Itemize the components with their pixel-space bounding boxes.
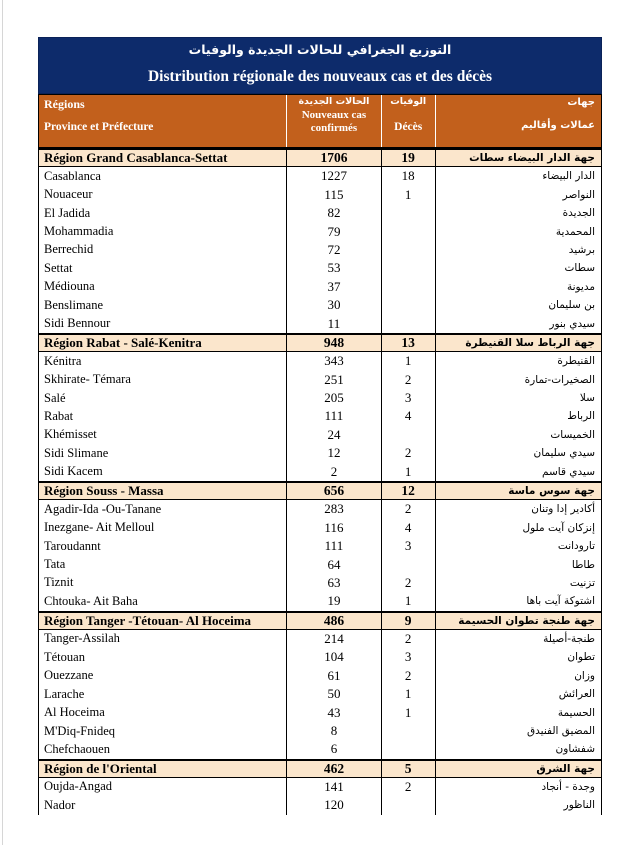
province-deaths bbox=[382, 315, 436, 333]
province-deaths: 4 bbox=[382, 518, 436, 536]
region-cases: 486 bbox=[287, 613, 382, 629]
table-row bbox=[39, 500, 601, 518]
province-cases: 37 bbox=[287, 278, 382, 296]
province-name-ar: الرباط bbox=[567, 410, 595, 423]
table-body bbox=[38, 148, 602, 815]
province-name: Skhirate- Témara bbox=[39, 370, 287, 388]
province-cases: 72 bbox=[287, 241, 382, 259]
province-name: Nador bbox=[39, 796, 287, 814]
region-row bbox=[39, 611, 601, 630]
region-row bbox=[39, 333, 601, 352]
province-name-ar: الخميسات bbox=[550, 428, 595, 441]
province-name-ar: طنجة-أصيلة bbox=[543, 632, 595, 645]
province-name: Khémisset bbox=[39, 426, 287, 444]
province-cases: 111 bbox=[287, 537, 382, 555]
table-row bbox=[39, 778, 601, 796]
province-name-ar: وزان bbox=[574, 669, 595, 682]
province-name-ar: طاطا bbox=[571, 558, 595, 571]
province-cases: 115 bbox=[287, 185, 382, 203]
region-row bbox=[39, 759, 601, 778]
province-deaths: 2 bbox=[382, 667, 436, 685]
header-new-cases-fr: Nouveaux cas confirmés bbox=[301, 109, 367, 134]
province-name: Mohammadia bbox=[39, 222, 287, 240]
province-name-ar: تزنيت bbox=[569, 576, 595, 589]
header-new-cases-ar: الحالات الجديدة bbox=[298, 96, 370, 107]
table-row bbox=[39, 204, 601, 222]
region-name: Région Grand Casablanca-Settat bbox=[39, 150, 287, 166]
province-name-ar: الحسيمة bbox=[557, 706, 595, 719]
province-cases: 8 bbox=[287, 722, 382, 740]
region-deaths: 13 bbox=[382, 335, 436, 351]
province-name: Sidi Kacem bbox=[39, 463, 287, 481]
table-header bbox=[38, 94, 602, 148]
province-cases: 24 bbox=[287, 426, 382, 444]
province-cases: 11 bbox=[287, 315, 382, 333]
province-deaths: 3 bbox=[382, 648, 436, 666]
province-name-ar: الجديدة bbox=[562, 207, 595, 220]
province-name-ar: الدار البيضاء bbox=[542, 170, 595, 183]
province-name: Rabat bbox=[39, 407, 287, 425]
table-row bbox=[39, 518, 601, 536]
region-name-ar: جهة سوس ماسة bbox=[508, 485, 595, 497]
province-name-ar: تطوان bbox=[567, 651, 595, 664]
province-deaths: 2 bbox=[382, 574, 436, 592]
province-deaths: 1 bbox=[382, 352, 436, 370]
province-name: Tanger-Assilah bbox=[39, 630, 287, 648]
region-name-ar: جهة الدار البيضاء سطات bbox=[469, 152, 595, 164]
province-cases: 50 bbox=[287, 685, 382, 703]
header-deaths-fr: Décès bbox=[394, 121, 423, 133]
province-cases: 2 bbox=[287, 463, 382, 481]
header-regions: Régions bbox=[44, 97, 85, 111]
province-name-ar: المحمدية bbox=[555, 225, 595, 238]
province-deaths: 18 bbox=[382, 167, 436, 185]
table-row bbox=[39, 389, 601, 407]
province-name: Salé bbox=[39, 389, 287, 407]
province-deaths bbox=[382, 555, 436, 573]
province-deaths bbox=[382, 722, 436, 740]
header-province: Province et Préfecture bbox=[44, 121, 154, 133]
province-deaths: 2 bbox=[382, 630, 436, 648]
province-cases: 104 bbox=[287, 648, 382, 666]
province-name: Benslimane bbox=[39, 296, 287, 314]
province-cases: 251 bbox=[287, 370, 382, 388]
province-name-ar: سيدي بنور bbox=[549, 317, 595, 330]
table-row bbox=[39, 444, 601, 462]
province-deaths: 2 bbox=[382, 444, 436, 462]
table-row bbox=[39, 703, 601, 721]
province-name: M'Diq-Fnideq bbox=[39, 722, 287, 740]
table-row bbox=[39, 426, 601, 444]
province-name-ar: النواصر bbox=[562, 188, 595, 201]
table-row bbox=[39, 592, 601, 610]
province-deaths bbox=[382, 426, 436, 444]
province-name: Nouaceur bbox=[39, 185, 287, 203]
province-cases: 1227 bbox=[287, 167, 382, 185]
province-name: Agadir-Ida -Ou-Tanane bbox=[39, 500, 287, 518]
province-name: Ouezzane bbox=[39, 667, 287, 685]
province-name: Al Hoceima bbox=[39, 703, 287, 721]
table-row bbox=[39, 241, 601, 259]
province-name: Larache bbox=[39, 685, 287, 703]
province-name-ar: أكادير إدا وتنان bbox=[531, 503, 595, 516]
province-name-ar: برشيد bbox=[568, 243, 595, 256]
table-row bbox=[39, 407, 601, 425]
province-cases: 79 bbox=[287, 222, 382, 240]
table-row bbox=[39, 296, 601, 314]
region-cases: 1706 bbox=[287, 150, 382, 166]
header-province-ar: عمالات وأقاليم bbox=[521, 120, 595, 131]
table-row bbox=[39, 722, 601, 740]
title-arabic: التوزيع الجغرافي للحالات الجديدة والوفيات bbox=[188, 42, 452, 57]
province-name: Médiouna bbox=[39, 278, 287, 296]
province-deaths: 3 bbox=[382, 537, 436, 555]
province-name-ar: القنيطرة bbox=[557, 355, 595, 368]
province-name-ar: سطات bbox=[564, 262, 595, 275]
province-deaths: 1 bbox=[382, 463, 436, 481]
province-cases: 82 bbox=[287, 204, 382, 222]
table-row bbox=[39, 278, 601, 296]
table-row bbox=[39, 630, 601, 648]
region-deaths: 12 bbox=[382, 483, 436, 499]
province-name: Tétouan bbox=[39, 648, 287, 666]
province-name: Chefchaouen bbox=[39, 740, 287, 758]
province-cases: 205 bbox=[287, 389, 382, 407]
province-name: Sidi Slimane bbox=[39, 444, 287, 462]
table-row bbox=[39, 259, 601, 277]
title-french: Distribution régionale des nouveaux cas et des décès bbox=[147, 68, 492, 85]
province-deaths: 3 bbox=[382, 389, 436, 407]
table-row bbox=[39, 667, 601, 685]
province-cases: 53 bbox=[287, 259, 382, 277]
province-deaths: 2 bbox=[382, 370, 436, 388]
region-name: Région de l'Oriental bbox=[39, 761, 287, 777]
province-cases: 61 bbox=[287, 667, 382, 685]
province-cases: 30 bbox=[287, 296, 382, 314]
table-row bbox=[39, 315, 601, 333]
province-cases: 111 bbox=[287, 407, 382, 425]
province-cases: 19 bbox=[287, 592, 382, 610]
province-name-ar: سيدي قاسم bbox=[541, 465, 595, 478]
table-row bbox=[39, 537, 601, 555]
province-name-ar: الناظور bbox=[563, 799, 595, 812]
province-cases: 283 bbox=[287, 500, 382, 518]
region-cases: 948 bbox=[287, 335, 382, 351]
region-cases: 462 bbox=[287, 761, 382, 777]
province-name-ar: سيدي سليمان bbox=[533, 447, 595, 460]
province-name: Kénitra bbox=[39, 352, 287, 370]
province-name-ar: مديونة bbox=[566, 280, 595, 293]
province-deaths bbox=[382, 259, 436, 277]
region-deaths: 19 bbox=[382, 150, 436, 166]
province-deaths: 4 bbox=[382, 407, 436, 425]
province-deaths bbox=[382, 278, 436, 296]
header-regions-ar: جهات bbox=[567, 97, 595, 108]
province-cases: 12 bbox=[287, 444, 382, 462]
region-name: Région Rabat - Salé-Kenitra bbox=[39, 335, 287, 351]
province-deaths bbox=[382, 241, 436, 259]
region-deaths: 9 bbox=[382, 613, 436, 629]
region-row bbox=[39, 481, 601, 500]
province-name: Tata bbox=[39, 555, 287, 573]
province-name-ar: تارودانت bbox=[557, 540, 595, 553]
province-cases: 43 bbox=[287, 703, 382, 721]
province-cases: 64 bbox=[287, 555, 382, 573]
table-row bbox=[39, 796, 601, 814]
province-name: Taroudannt bbox=[39, 537, 287, 555]
table-row bbox=[39, 185, 601, 203]
page-margin-rule bbox=[2, 0, 3, 845]
distribution-table bbox=[38, 37, 602, 815]
province-deaths: 1 bbox=[382, 185, 436, 203]
table-row bbox=[39, 222, 601, 240]
province-deaths bbox=[382, 204, 436, 222]
title-banner bbox=[38, 37, 602, 94]
province-name-ar: وجدة - أنجاد bbox=[541, 780, 595, 793]
province-deaths: 1 bbox=[382, 592, 436, 610]
region-deaths: 5 bbox=[382, 761, 436, 777]
header-region-column bbox=[39, 95, 287, 147]
province-name-ar: الصخيرات-تمارة bbox=[524, 373, 595, 386]
table-row bbox=[39, 685, 601, 703]
table-row bbox=[39, 370, 601, 388]
province-name-ar: إنزكان آيت ملول bbox=[522, 521, 595, 534]
region-cases: 656 bbox=[287, 483, 382, 499]
table-row bbox=[39, 740, 601, 758]
province-deaths: 2 bbox=[382, 778, 436, 796]
province-name: Casablanca bbox=[39, 167, 287, 185]
province-name: Tiznit bbox=[39, 574, 287, 592]
province-name: Sidi Bennour bbox=[39, 315, 287, 333]
region-row bbox=[39, 148, 601, 167]
province-deaths: 1 bbox=[382, 703, 436, 721]
province-deaths: 1 bbox=[382, 685, 436, 703]
province-name: Chtouka- Ait Baha bbox=[39, 592, 287, 610]
table-row bbox=[39, 352, 601, 370]
province-deaths bbox=[382, 222, 436, 240]
province-cases: 116 bbox=[287, 518, 382, 536]
header-new-cases-column bbox=[287, 95, 382, 147]
province-cases: 141 bbox=[287, 778, 382, 796]
province-deaths bbox=[382, 296, 436, 314]
province-cases: 343 bbox=[287, 352, 382, 370]
province-name: El Jadida bbox=[39, 204, 287, 222]
table-row bbox=[39, 574, 601, 592]
province-name-ar: اشتوكة آيت باها bbox=[526, 595, 595, 608]
table-row bbox=[39, 648, 601, 666]
province-cases: 63 bbox=[287, 574, 382, 592]
province-name: Berrechid bbox=[39, 241, 287, 259]
province-cases: 6 bbox=[287, 740, 382, 758]
region-name-ar: جهة الشرق bbox=[536, 762, 595, 775]
region-name: Région Souss - Massa bbox=[39, 483, 287, 499]
province-cases: 214 bbox=[287, 630, 382, 648]
province-name-ar: بن سليمان bbox=[548, 299, 595, 312]
header-deaths-ar: الوفيات bbox=[390, 96, 427, 107]
province-name-ar: المضيق الفنيدق bbox=[527, 725, 595, 738]
region-name: Région Tanger -Tétouan- Al Hoceima bbox=[39, 613, 287, 629]
table-row bbox=[39, 555, 601, 573]
province-deaths bbox=[382, 796, 436, 814]
province-name-ar: سلا bbox=[579, 392, 595, 405]
province-name: Inezgane- Ait Melloul bbox=[39, 518, 287, 536]
province-deaths: 2 bbox=[382, 500, 436, 518]
region-name-ar: جهة طنجة تطوان الحسيمة bbox=[458, 614, 595, 627]
header-deaths-column bbox=[382, 95, 436, 147]
table-row bbox=[39, 463, 601, 481]
province-name-ar: شفشاون bbox=[555, 743, 595, 756]
province-cases: 120 bbox=[287, 796, 382, 814]
header-arabic-column bbox=[436, 95, 601, 147]
region-name-ar: جهة الرباط سلا القنيطرة bbox=[465, 336, 595, 349]
province-name: Oujda-Angad bbox=[39, 778, 287, 796]
province-name: Settat bbox=[39, 259, 287, 277]
province-name-ar: العرائش bbox=[558, 688, 595, 701]
table-row bbox=[39, 167, 601, 185]
province-deaths bbox=[382, 740, 436, 758]
